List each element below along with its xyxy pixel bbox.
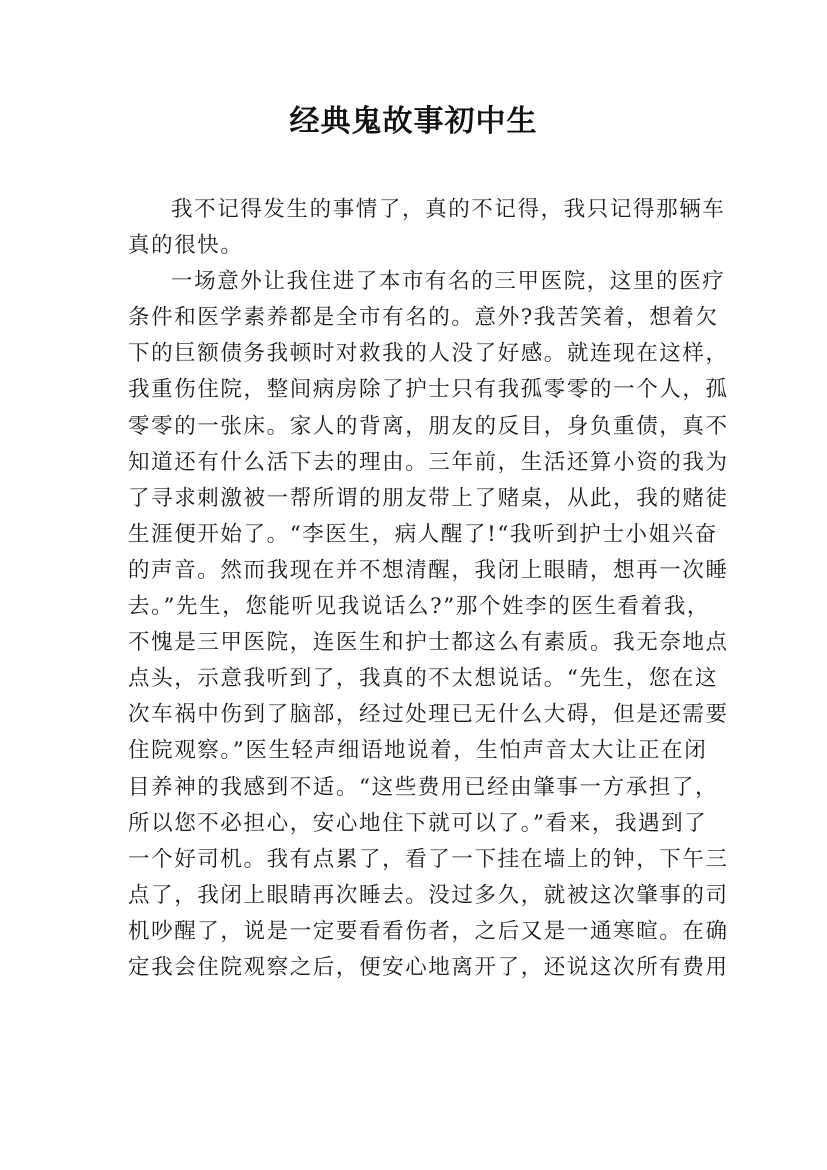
paragraph-line: 定我会住院观察之后，便安心地离开了，还说这次所有费用 [128, 954, 729, 980]
paragraph-line: 生涯便开始了。“李医生，病人醒了!“我听到护士小姐兴奋 [128, 521, 718, 547]
paragraph-line: 点了，我闭上眼睛再次睡去。没过多久，就被这次肇事的司 [128, 882, 729, 908]
paragraph-line: 一场意外让我住进了本市有名的三甲医院，这里的医疗 [171, 269, 726, 295]
document-title: 经典鬼故事初中生 [289, 104, 538, 139]
paragraph-line: 零零的一张床。家人的背离，朋友的反目，身负重债，真不 [128, 413, 729, 439]
paragraph-line: 知道还有什么活下去的理由。三年前，生活还算小资的我为 [128, 449, 729, 475]
paragraph-line: 一个好司机。我有点累了，看了一下挂在墙上的钟，下午三 [128, 846, 729, 872]
paragraph-line: 我重伤住院，整间病房除了护士只有我孤零零的一个人，孤 [128, 377, 729, 403]
paragraph-line: 下的巨额债务我顿时对救我的人没了好感。就连现在这样， [128, 341, 729, 367]
paragraph-line: 点头，示意我听到了，我真的不太想说话。“先生，您在这 [128, 666, 719, 692]
paragraph-line: 次车祸中伤到了脑部，经过处理已无什么大碍，但是还需要 [128, 702, 729, 728]
document-body [128, 192, 729, 986]
paragraph-line: 条件和医学素养都是全市有名的。意外?我苦笑着，想着欠 [128, 305, 719, 331]
paragraph-line: 了寻求刺激被一帮所谓的朋友带上了赌桌，从此，我的赌徒 [128, 485, 729, 511]
paragraph-line: 所以您不必担心，安心地住下就可以了。”看来，我遇到了 [128, 810, 708, 836]
paragraph-line: 的声音。然而我现在并不想清醒，我闭上眼睛，想再一次睡 [128, 557, 729, 583]
paragraph-line: 住院观察。”医生轻声细语地说着，生怕声音太大让正在闭 [128, 738, 708, 764]
paragraph-line: 目养神的我感到不适。“这些费用已经由肇事一方承担了， [128, 774, 719, 800]
paragraph-line: 我不记得发生的事情了，真的不记得，我只记得那辆车 [171, 197, 726, 222]
paragraph-line: 去。”先生，您能听见我说话么?”那个姓李的医生看着我， [128, 594, 710, 620]
paragraph-line: 真的很快。 [128, 233, 244, 259]
paragraph-line: 机吵醒了，说是一定要看看伤者，之后又是一通寒暄。在确 [128, 918, 729, 944]
paragraph-line: 不愧是三甲医院，连医生和护士都这么有素质。我无奈地点 [128, 630, 729, 656]
